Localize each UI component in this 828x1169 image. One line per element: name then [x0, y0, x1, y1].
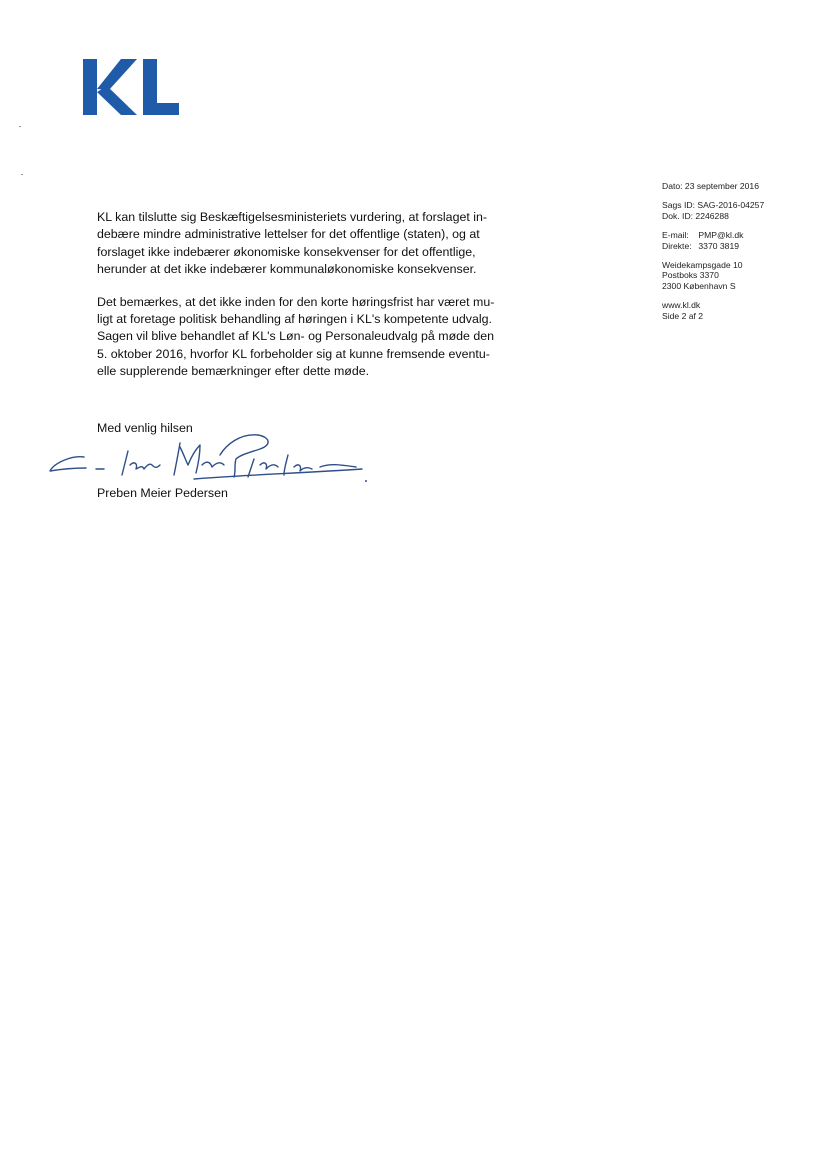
kl-logo	[81, 56, 181, 118]
address-line-1: Weidekampsgade 10	[662, 260, 743, 271]
closing-greeting: Med venlig hilsen	[97, 421, 193, 435]
scan-speck	[21, 174, 23, 175]
text-line: KL kan tilslutte sig Beskæftigelsesministeriets vurdering, at forslaget in-	[97, 210, 488, 224]
text-line: Det bemærkes, at det ikke inden for den korte høringsfrist har været mu-	[97, 294, 495, 309]
letter-info-sidebar	[662, 181, 812, 330]
text-line: debære mindre administrative lettelser for det offentlige (staten), og at	[97, 227, 480, 242]
phone-line	[662, 241, 812, 251]
website-link[interactable]: www.kl.dk	[662, 300, 701, 311]
address-line-2: Postboks 3370	[662, 270, 719, 281]
paragraph-1	[97, 209, 567, 279]
text-line: 5. oktober 2016, hvorfor KL forbeholder sig at kunne fremsende eventu-	[97, 346, 490, 361]
phone-label: Direkte:	[662, 240, 692, 251]
phone-value: 3370 3819	[698, 240, 740, 251]
email-line	[662, 230, 812, 240]
email-label: E-mail:	[662, 230, 689, 241]
handwritten-signature	[44, 425, 374, 493]
email-value[interactable]: PMP@kl.dk	[698, 230, 744, 241]
letter-body	[97, 209, 567, 396]
text-line: elle supplerende bemærkninger efter dette møde.	[97, 364, 370, 379]
scan-speck	[19, 126, 21, 127]
case-id: Sags ID: SAG-2016-04257	[662, 200, 765, 211]
address-line-3: 2300 København S	[662, 280, 736, 291]
paragraph-2	[97, 294, 567, 381]
text-line: ligt at foretage politisk behandling af høringen i KL's kompetente udvalg.	[97, 312, 492, 327]
text-line: forslaget ikke indebærer økonomiske konsekvenser for det offentlige,	[97, 244, 476, 259]
signer-name: Preben Meier Pedersen	[97, 486, 228, 500]
page-number: Side 2 af 2	[662, 310, 704, 321]
text-line: herunder at det ikke indebærer kommunaløkonomiske konsekvenser.	[97, 262, 477, 277]
document-id: Dok. ID: 2246288	[662, 210, 729, 221]
letter-date: Dato: 23 september 2016	[662, 181, 759, 191]
text-line: Sagen vil blive behandlet af KL's Løn- og Personaleudvalg på møde den	[97, 329, 495, 344]
